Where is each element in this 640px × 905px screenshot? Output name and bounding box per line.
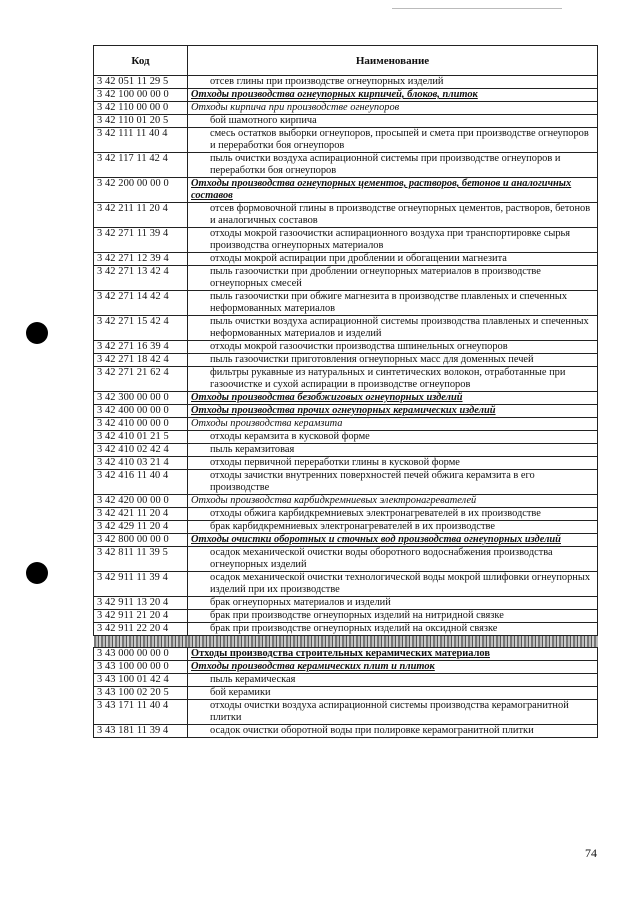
table-row (94, 508, 598, 521)
name-cell: отходы мокрой аспирации при дроблении и обогащении магнезита (188, 253, 598, 266)
code-cell: 3 42 110 00 00 0 (94, 102, 188, 115)
code-cell: 3 42 420 00 00 0 (94, 495, 188, 508)
name-cell (188, 178, 598, 203)
table-row (94, 495, 598, 508)
table-row (94, 700, 598, 725)
name-cell: осадок механической очистки технологической воды мокрой шлифовки огнеупорных изделий при их производстве (188, 572, 598, 597)
table-row (94, 178, 598, 203)
code-cell: 3 43 100 01 42 4 (94, 674, 188, 687)
name-cell: пыль керамзитовая (188, 444, 598, 457)
table-row (94, 316, 598, 341)
table-row (94, 572, 598, 597)
table-row (94, 367, 598, 392)
table-row (94, 431, 598, 444)
table-header-row (94, 46, 598, 76)
name-cell: отсев глины при производстве огнеупорных изделий (188, 76, 598, 89)
name-text: Отходы производства огнеупорных цементов, растворов, бетонов и аналогичных составов (191, 178, 572, 201)
code-cell: 3 42 410 03 21 4 (94, 457, 188, 470)
name-cell: Отходы кирпича при производстве огнеупоров (188, 102, 598, 115)
code-cell: 3 42 300 00 00 0 (94, 392, 188, 405)
name-cell: пыль газоочистки при обжиге магнезита в производстве плавленых и спеченных неформованных материалов (188, 291, 598, 316)
code-cell: 3 43 171 11 40 4 (94, 700, 188, 725)
code-cell: 3 42 271 18 42 4 (94, 354, 188, 367)
table-row (94, 253, 598, 266)
table-row (94, 354, 598, 367)
table-row (94, 444, 598, 457)
name-cell: осадок механической очистки воды оборотного водоснабжения производства огнеупорных изделий (188, 547, 598, 572)
name-text: Отходы производства строительных керамических материалов (191, 648, 490, 659)
code-cell: 3 42 271 21 62 4 (94, 367, 188, 392)
code-cell: 3 42 111 11 40 4 (94, 128, 188, 153)
name-cell: бой шамотного кирпича (188, 115, 598, 128)
name-cell: отходы керамзита в кусковой форме (188, 431, 598, 444)
name-cell: брак при производстве огнеупорных изделий на нитридной связке (188, 610, 598, 623)
top-scan-line (392, 8, 562, 9)
name-cell: отсев формовочной глины в производстве огнеупорных цементов, растворов, бетонов и аналогичных составов (188, 203, 598, 228)
name-cell: Отходы производства керамзита (188, 418, 598, 431)
name-text: Отходы производства безобжиговых огнеупорных изделий (191, 392, 463, 403)
name-cell: отходы зачистки внутренних поверхностей печей обжига керамзита в его производстве (188, 470, 598, 495)
name-cell (188, 89, 598, 102)
section-divider (94, 636, 598, 648)
table-row (94, 392, 598, 405)
name-text: Отходы производства прочих огнеупорных керамических изделий (191, 405, 496, 416)
code-cell: 3 42 416 11 40 4 (94, 470, 188, 495)
table-row (94, 203, 598, 228)
code-cell: 3 43 100 02 20 5 (94, 687, 188, 700)
waste-classification-table (93, 45, 598, 738)
name-cell: отходы первичной переработки глины в кусковой форме (188, 457, 598, 470)
table-row (94, 76, 598, 89)
name-cell: отходы очистки воздуха аспирационной системы производства керамогранитной плитки (188, 700, 598, 725)
code-cell: 3 42 200 00 00 0 (94, 178, 188, 203)
code-cell: 3 42 800 00 00 0 (94, 534, 188, 547)
name-cell: отходы мокрой газоочистки аспирационного воздуха при транспортировке сырья производства огнеупорных материалов (188, 228, 598, 253)
table-row (94, 534, 598, 547)
name-cell: пыль газоочистки при дроблении огнеупорных материалов в производстве огнеупорных смесей (188, 266, 598, 291)
code-cell: 3 42 051 11 29 5 (94, 76, 188, 89)
table-row (94, 153, 598, 178)
name-cell: пыль газоочистки приготовления огнеупорных масс для доменных печей (188, 354, 598, 367)
code-cell: 3 42 271 11 39 4 (94, 228, 188, 253)
code-cell: 3 42 271 12 39 4 (94, 253, 188, 266)
column-header-code: Код (94, 46, 188, 76)
code-cell: 3 42 271 13 42 4 (94, 266, 188, 291)
name-cell (188, 534, 598, 547)
code-cell: 3 42 911 13 20 4 (94, 597, 188, 610)
name-cell: пыль керамическая (188, 674, 598, 687)
table-row (94, 610, 598, 623)
binder-hole (26, 322, 48, 344)
name-cell: осадок очистки оборотной воды при полировке керамогранитной плитки (188, 725, 598, 738)
name-cell (188, 636, 598, 648)
column-header-name: Наименование (188, 46, 598, 76)
code-cell: 3 42 811 11 39 5 (94, 547, 188, 572)
name-cell (188, 392, 598, 405)
table-row (94, 89, 598, 102)
code-cell: 3 42 271 14 42 4 (94, 291, 188, 316)
table-row (94, 102, 598, 115)
table-row (94, 291, 598, 316)
table-row (94, 623, 598, 636)
table-row (94, 521, 598, 534)
code-cell: 3 42 421 11 20 4 (94, 508, 188, 521)
code-cell (94, 636, 188, 648)
table-row (94, 674, 598, 687)
code-cell: 3 42 100 00 00 0 (94, 89, 188, 102)
code-cell: 3 42 410 02 42 4 (94, 444, 188, 457)
code-cell: 3 42 110 01 20 5 (94, 115, 188, 128)
table-row (94, 470, 598, 495)
name-cell: брак огнеупорных материалов и изделий (188, 597, 598, 610)
name-cell: бой керамики (188, 687, 598, 700)
name-cell: пыль очистки воздуха аспирационной системы при производстве огнеупоров и переработки боя огнеупоров (188, 153, 598, 178)
code-cell: 3 43 181 11 39 4 (94, 725, 188, 738)
table-row (94, 228, 598, 253)
table-row (94, 725, 598, 738)
name-cell (188, 661, 598, 674)
code-cell: 3 42 410 01 21 5 (94, 431, 188, 444)
table-row (94, 547, 598, 572)
name-cell: пыль очистки воздуха аспирационной системы производства плавленых и спеченных неформованных материалов и изделий (188, 316, 598, 341)
page-number: 74 (585, 846, 597, 860)
table-row (94, 457, 598, 470)
name-cell: отходы обжига карбидкремниевых электронагревателей в их производстве (188, 508, 598, 521)
code-cell: 3 43 000 00 00 0 (94, 648, 188, 661)
name-cell: фильтры рукавные из натуральных и синтетических волокон, отработанные при газоочистке и сухой аспирации в производстве огнеупоров (188, 367, 598, 392)
table-row (94, 661, 598, 674)
code-cell: 3 42 211 11 20 4 (94, 203, 188, 228)
table-row (94, 405, 598, 418)
name-cell: Отходы производства карбидкремниевых электронагревателей (188, 495, 598, 508)
code-cell: 3 42 271 16 39 4 (94, 341, 188, 354)
code-cell: 3 42 400 00 00 0 (94, 405, 188, 418)
name-cell: брак карбидкремниевых электронагревателей в их производстве (188, 521, 598, 534)
code-cell: 3 42 271 15 42 4 (94, 316, 188, 341)
name-cell: брак при производстве огнеупорных изделий на оксидной связке (188, 623, 598, 636)
code-cell: 3 42 429 11 20 4 (94, 521, 188, 534)
name-cell (188, 405, 598, 418)
code-cell: 3 42 117 11 42 4 (94, 153, 188, 178)
name-cell (188, 648, 598, 661)
name-cell: смесь остатков выборки огнеупоров, просыпей и смета при производстве огнеупоров и переработки боя огнеупоров (188, 128, 598, 153)
table-row (94, 687, 598, 700)
name-text: Отходы производства огнеупорных кирпичей, блоков, плиток (191, 89, 478, 100)
code-cell: 3 42 911 21 20 4 (94, 610, 188, 623)
table-row (94, 648, 598, 661)
name-text: Отходы производства керамических плит и плиток (191, 661, 435, 672)
table-row (94, 266, 598, 291)
binder-hole (26, 562, 48, 584)
table-row (94, 115, 598, 128)
code-cell: 3 42 911 22 20 4 (94, 623, 188, 636)
table-row (94, 341, 598, 354)
code-cell: 3 42 911 11 39 4 (94, 572, 188, 597)
table-row (94, 597, 598, 610)
table-body (94, 76, 598, 738)
table-row (94, 128, 598, 153)
code-cell: 3 43 100 00 00 0 (94, 661, 188, 674)
name-cell: отходы мокрой газоочистки производства шпинельных огнеупоров (188, 341, 598, 354)
table-row (94, 418, 598, 431)
name-text: Отходы очистки оборотных и сточных вод производства огнеупорных изделий (191, 534, 561, 545)
code-cell: 3 42 410 00 00 0 (94, 418, 188, 431)
